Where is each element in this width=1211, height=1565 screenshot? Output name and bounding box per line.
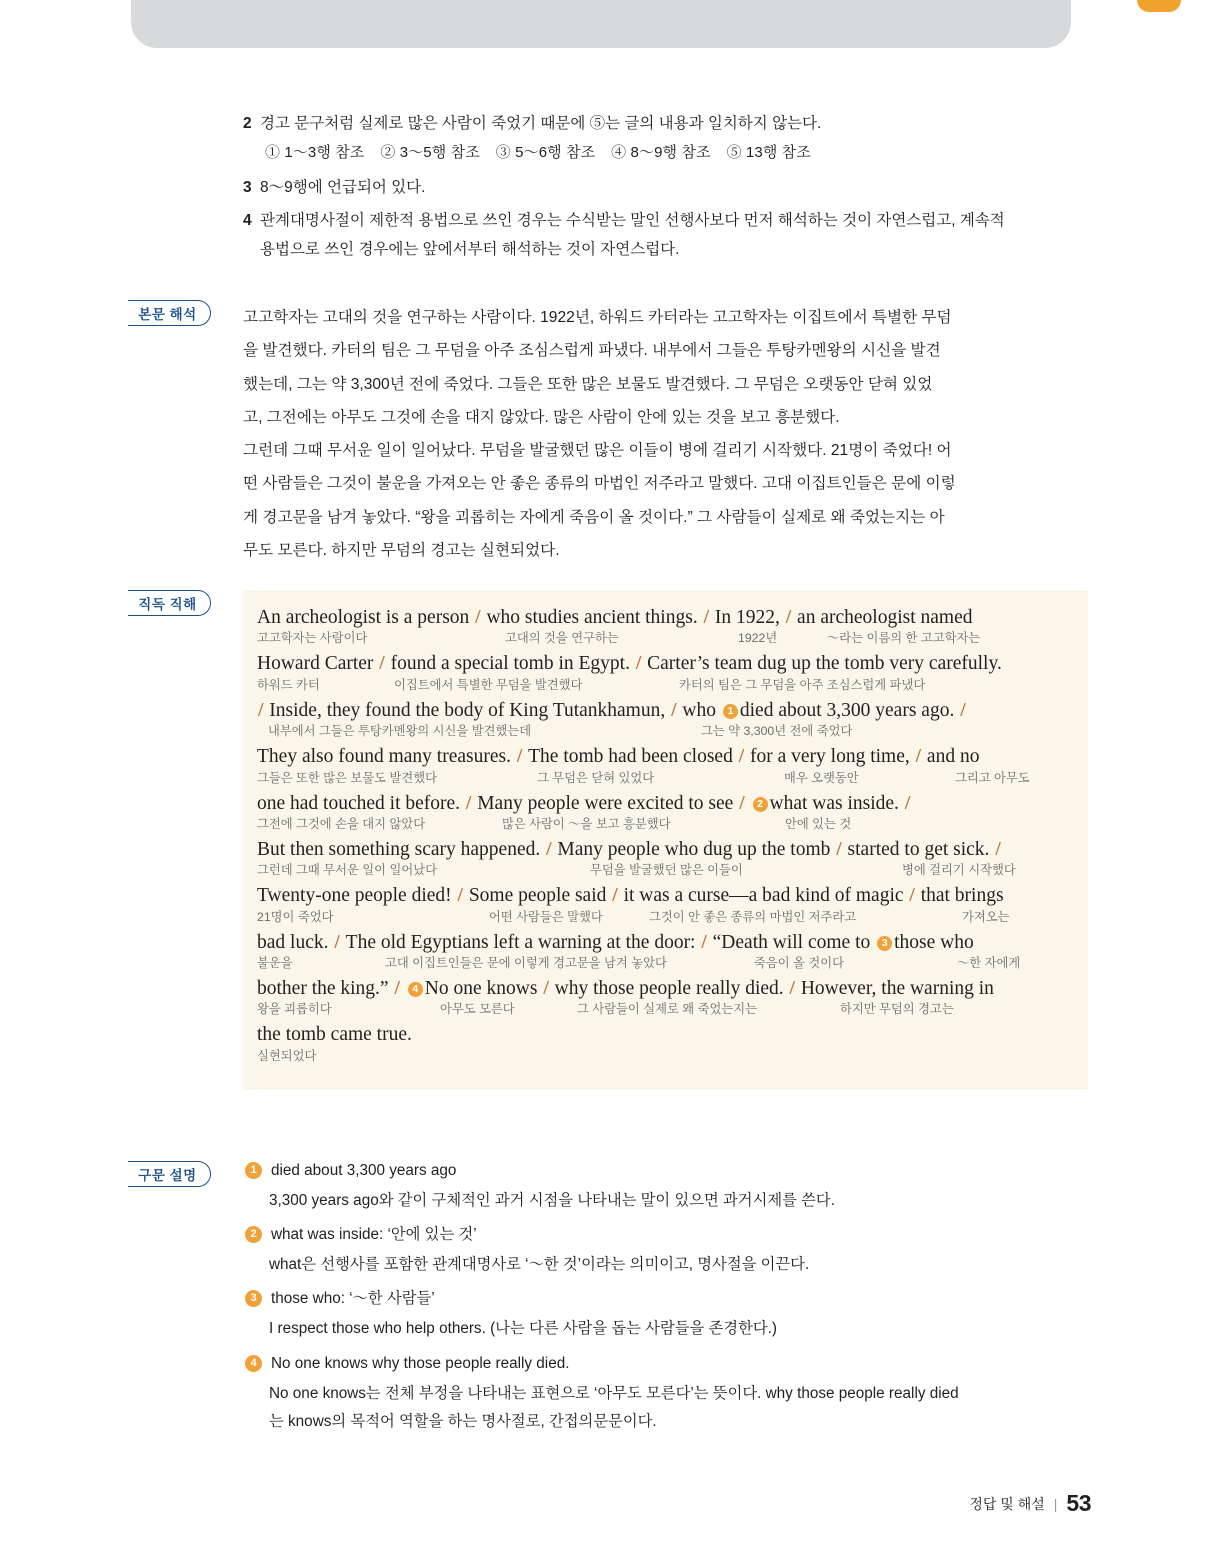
direct-reading-line (257, 838, 1074, 880)
chunk-slash: / (511, 746, 528, 768)
chunk-text: who (682, 699, 721, 721)
chunk-gloss: 실현되었다 (257, 1048, 317, 1063)
direct-reading-korean (257, 910, 1074, 927)
choice-2: ② 3〜5행 참조 (380, 144, 480, 162)
grammar-note-title: those who: ‘〜한 사람들’ (271, 1290, 435, 1308)
chunk-slash: / (630, 653, 647, 675)
chunk-gloss: 하지만 무덤의 경고는 (840, 1002, 954, 1017)
chunk-text: However, the warning in (800, 978, 994, 999)
direct-reading-english (257, 745, 1074, 769)
direct-reading-english (257, 884, 1074, 908)
interpretation-line: 게 경고문을 남겨 놓았다. “왕을 괴롭히는 자에게 죽음이 올 것이다.” 그 사람들이 실제로 왜 죽었는지는 아 (243, 508, 945, 526)
answer-text: 관계대명사절이 제한적 용법으로 쓰인 경우는 수식받는 말인 선행사보다 먼저 해석하는 것이 자연스럽고, 계속적 (260, 212, 1005, 230)
chunk-gloss: 무덤을 발굴했던 많은 이들이 (590, 863, 743, 878)
direct-reading-english (257, 792, 1074, 816)
chunk-slash: / (470, 607, 486, 628)
grammar-note-body: what은 선행사를 포함한 관계대명사로 ‘〜한 것’이라는 의미이고, 명사절을 이끈다. (269, 1256, 810, 1274)
grammar-note-title: what was inside: ‘안에 있는 것’ (271, 1226, 477, 1244)
chunk-gloss: 그것이 안 좋은 종류의 마법인 저주라고 (649, 909, 857, 924)
chunk-text: and no (926, 746, 980, 768)
grammar-note-head (243, 1288, 1103, 1311)
chunk-text: the tomb came true. (257, 1024, 412, 1046)
chunk-gloss: 불운을 (257, 956, 293, 970)
direct-reading-line (257, 884, 1074, 926)
answer-choices-2 (265, 139, 1088, 166)
chunk-text: Some people said (468, 885, 607, 907)
grammar-note-head (243, 1160, 1103, 1183)
chunk-text: started to get sick. (847, 838, 990, 860)
chunk-gloss: 죽음이 올 것이다 (754, 956, 844, 970)
chunk-slash: / (666, 699, 682, 721)
chunk-slash: / (258, 699, 269, 721)
direct-reading-english (257, 699, 1074, 723)
chunk-slash: / (461, 792, 477, 814)
direct-reading-english (257, 652, 1074, 676)
answer-number: 2 (243, 115, 252, 132)
chunk-gloss: 많은 사람이 〜을 보고 흥분했다 (502, 816, 671, 831)
chunk-gloss: 그 무덤은 닫혀 있었다 (537, 770, 655, 785)
chunk-text: “Death will come (712, 931, 856, 953)
note-number-badge: 4 (245, 1355, 262, 1372)
choice-4: ④ 8〜9행 참조 (611, 144, 711, 162)
direct-reading-english (257, 1023, 1074, 1047)
chunk-text: An archeologist is a person (257, 607, 470, 628)
direct-reading-line (257, 977, 1074, 1019)
interpretation-body (243, 302, 1088, 567)
chunk-text: one had touched it before. (257, 792, 461, 814)
chunk-text: it was a curse—a bad kind of magic (623, 885, 904, 907)
grammar-note-title: No one knows why those people really died. (271, 1354, 570, 1372)
chunk-text: an archeologist named (797, 607, 973, 628)
chunk-gloss: 1922년 (738, 631, 778, 646)
tag-interpretation: 본문 해석 (125, 300, 211, 326)
chunk-slash: / (452, 885, 468, 907)
direct-reading-english (257, 977, 1074, 1001)
chunk-gloss: 그전에 그것에 손을 대지 않았다 (257, 816, 426, 831)
grammar-note-body: No one knows는 전체 부정을 나타내는 표현으로 ‘아무도 모른다’는 뜻이다. why those people really died (269, 1384, 959, 1402)
direct-reading-english (257, 606, 1074, 630)
interpretation-line: 을 발견했다. 카터의 팀은 그 무덤을 아주 조심스럽게 파냈다. 내부에서 그들은 투탕카멘왕의 시신을 발견 (243, 342, 941, 360)
corner-accent (1137, 0, 1181, 12)
choice-5: ⑤ 13행 참조 (726, 144, 811, 162)
chunk-slash: / (904, 885, 920, 907)
chunk-gloss: 그 사람들이 실제로 왜 죽었는지는 (577, 1002, 757, 1017)
direct-reading-line (257, 745, 1074, 787)
chunk-text: Many people were excited to see (477, 792, 734, 814)
chunk-text: who studies ancient things. (486, 607, 698, 628)
direct-reading-line (257, 606, 1074, 648)
direct-reading-korean (257, 631, 1074, 648)
interpretation-line: 떤 사람들은 그것이 불운을 가져오는 안 좋은 종류의 마법인 저주라고 말했다. 고대 이집트인들은 문에 이렇 (243, 475, 956, 493)
tag-direct-reading: 직독 직해 (125, 590, 211, 616)
chunk-slash: / (541, 838, 557, 860)
answer-text-continued: 용법으로 쓰인 경우에는 앞에서부터 해석하는 것이 자연스럽다. (260, 241, 680, 259)
chunk-gloss: 이집트에서 특별한 무덤을 발견했다 (394, 677, 583, 692)
direct-reading-english (257, 838, 1074, 862)
choice-3: ③ 5〜6행 참조 (495, 144, 596, 162)
answer-number: 4 (243, 212, 252, 230)
chunk-slash: / (698, 607, 714, 628)
answer-number: 3 (243, 179, 252, 197)
chunk-text: why those people really died. (554, 978, 784, 999)
chunk-slash: / (389, 978, 405, 999)
chunk-gloss: 고고학자는 사람이다 (257, 631, 368, 646)
chunk-slash: / (784, 978, 800, 999)
chunk-slash: / (733, 746, 749, 768)
direct-reading-korean (257, 956, 1074, 973)
chunk-text: Carter’s team dug up the tomb very carefully. (647, 653, 1002, 675)
chunk-gloss: 하워드 카터 (257, 677, 320, 692)
chunk-text: those who (894, 931, 974, 953)
chunk-gloss: 카터의 팀은 그 무덤을 아주 조심스럽게 파냈다 (679, 677, 926, 692)
direct-reading-korean (257, 817, 1074, 834)
interpretation-line: 무도 모른다. 하지만 무덤의 경고는 실현되었다. (243, 541, 560, 559)
chunk-text: what was inside. (769, 792, 899, 814)
chunk-gloss: 안에 있는 것 (785, 816, 852, 831)
chunk-gloss: 아무도 모른다 (440, 1002, 515, 1017)
direct-reading-korean (257, 863, 1074, 880)
chunk-slash: / (831, 838, 847, 860)
header-decoration-bar (131, 0, 1071, 48)
answer-explanations (243, 110, 1088, 264)
direct-reading-line (257, 699, 1074, 741)
chunk-text: bother the king.” (257, 978, 389, 999)
note-number-badge: 1 (245, 1162, 262, 1179)
chunk-text: Many people who dug up the tomb (557, 838, 831, 860)
answer-text: 경고 문구처럼 실제로 많은 사람이 죽었기 때문에 ⑤는 글의 내용과 일치하지 않는다. (260, 115, 822, 132)
interpretation-line: 했는데, 그는 약 3,300년 전에 죽었다. 그들은 또한 많은 보물도 발견했다. 그 무덤은 오랫동안 닫혀 있었 (243, 375, 933, 393)
grammar-note (243, 1224, 1103, 1279)
page-footer (969, 1490, 1091, 1517)
chunk-text: Twenty-one people died! (257, 885, 452, 907)
direct-reading-line (257, 931, 1074, 973)
chunk-text: In 1922, (714, 607, 780, 628)
chunk-gloss: 21명이 죽었다 (257, 909, 334, 924)
grammar-note-head (243, 1353, 1103, 1376)
grammar-notes (243, 1160, 1103, 1445)
chunk-gloss: 그들은 또한 많은 보물도 발견했다 (257, 770, 437, 785)
chunk-gloss: 어떤 사람들은 말했다 (489, 909, 603, 924)
chunk-gloss: 〜라는 이름의 한 고고학자는 (827, 631, 981, 646)
chunk-gloss: 왕을 괴롭히다 (257, 1002, 332, 1017)
chunk-slash: / (374, 653, 390, 675)
footer-separator: | (1053, 1495, 1058, 1512)
chunk-text: found a special tomb in Egypt. (390, 653, 630, 675)
chunk-slash: / (955, 699, 966, 721)
interpretation-line: 고, 그전에는 아무도 그것에 손을 대지 않았다. 많은 사람이 안에 있는 것을 보고 흥분했다. (243, 408, 840, 426)
chunk-gloss: 고대의 것을 연구하는 (505, 631, 619, 646)
answer-item-2 (243, 110, 1088, 137)
chunk-text: to (855, 931, 876, 953)
chunk-gloss: 내부에서 그들은 투탕카멘왕의 시신을 발견했는데 (268, 724, 532, 739)
chunk-text: The old Egyptians left a warning at the door: (345, 931, 696, 953)
direct-reading-line (257, 652, 1074, 694)
note-ref-badge: 1 (723, 704, 738, 719)
grammar-note (243, 1160, 1103, 1215)
chunk-gloss: 가져오는 (962, 909, 1010, 924)
grammar-note-body: 3,300 years ago와 같이 구체적인 과거 시점을 나타내는 말이 있으면 과거시제를 쓴다. (269, 1191, 835, 1209)
note-number-badge: 3 (245, 1290, 262, 1307)
footer-label: 정답 및 해설 (969, 1495, 1045, 1512)
chunk-text: bad luck. (257, 931, 329, 953)
chunk-slash: / (696, 931, 712, 953)
chunk-text: No one knows (424, 978, 538, 999)
answer-item-4 (243, 207, 1088, 234)
direct-reading-korean (257, 724, 1074, 741)
chunk-gloss: 그리고 아무도 (955, 770, 1030, 785)
chunk-text: died about 3,300 years ago. (739, 699, 955, 721)
page-number: 53 (1066, 1490, 1091, 1516)
direct-reading-korean (257, 771, 1074, 788)
chunk-slash: / (734, 792, 750, 814)
grammar-note-body-continued: 는 knows의 목적어 역할을 하는 명사절로, 간접의문문이다. (269, 1412, 657, 1430)
tag-grammar: 구문 설명 (125, 1161, 211, 1187)
note-number-badge: 2 (245, 1226, 262, 1243)
grammar-note-head (243, 1224, 1103, 1247)
grammar-note-body: I respect those who help others. (나는 다른 사람을 돕는 사람들을 존경한다.) (269, 1320, 777, 1338)
chunk-text: that brings (920, 885, 1004, 907)
chunk-slash: / (899, 792, 911, 814)
note-ref-badge: 2 (753, 797, 768, 812)
chunk-text: Howard Carter (257, 653, 374, 675)
chunk-text: for a very long time, (750, 746, 910, 768)
chunk-text: Inside, they found the body of King Tutankhamun, (269, 699, 666, 721)
chunk-gloss: 〜한 자에게 (957, 956, 1021, 970)
chunk-slash: / (607, 885, 623, 907)
grammar-note-title: died about 3,300 years ago (271, 1162, 457, 1179)
chunk-text: The tomb had been closed (528, 746, 733, 768)
chunk-slash: / (329, 931, 345, 953)
chunk-gloss: 그런데 그때 무서운 일이 일어났다 (257, 863, 437, 878)
direct-reading-box (243, 590, 1088, 1090)
chunk-slash: / (538, 978, 554, 999)
chunk-slash: / (910, 746, 926, 768)
chunk-gloss: 고대 이집트인들은 문에 이렇게 경고문을 남겨 놓았다 (385, 956, 667, 970)
direct-reading-line (257, 792, 1074, 834)
note-ref-badge: 3 (877, 936, 892, 951)
interpretation-line: 그런데 그때 무서운 일이 일어났다. 무덤을 발굴했던 많은 이들이 병에 걸리기 시작했다. 21명이 죽었다! 어 (243, 442, 952, 460)
answer-text: 8〜9행에 언급되어 있다. (260, 179, 426, 197)
direct-reading-korean (257, 1049, 1074, 1066)
chunk-gloss: 매우 오랫동안 (784, 770, 859, 785)
answer-item-3 (243, 174, 1088, 201)
direct-reading-korean (257, 1002, 1074, 1019)
chunk-gloss: 그는 약 3,300년 전에 죽었다 (701, 724, 853, 739)
chunk-slash: / (990, 838, 1001, 860)
chunk-gloss: 병에 걸리기 시작했다 (902, 863, 1016, 878)
direct-reading-korean (257, 678, 1074, 695)
grammar-note (243, 1288, 1103, 1343)
note-ref-badge: 4 (408, 982, 423, 997)
chunk-text: But then something scary happened. (257, 838, 541, 860)
chunk-text: They also found many treasures. (257, 746, 511, 768)
interpretation-line: 고고학자는 고대의 것을 연구하는 사람이다. 1922년, 하워드 카터라는 고고학자는 이집트에서 특별한 무덤 (243, 309, 952, 326)
chunk-slash: / (780, 607, 797, 628)
grammar-note (243, 1353, 1103, 1437)
direct-reading-english (257, 931, 1074, 955)
choice-1: ① 1〜3행 참조 (265, 144, 365, 162)
direct-reading-line (257, 1023, 1074, 1065)
